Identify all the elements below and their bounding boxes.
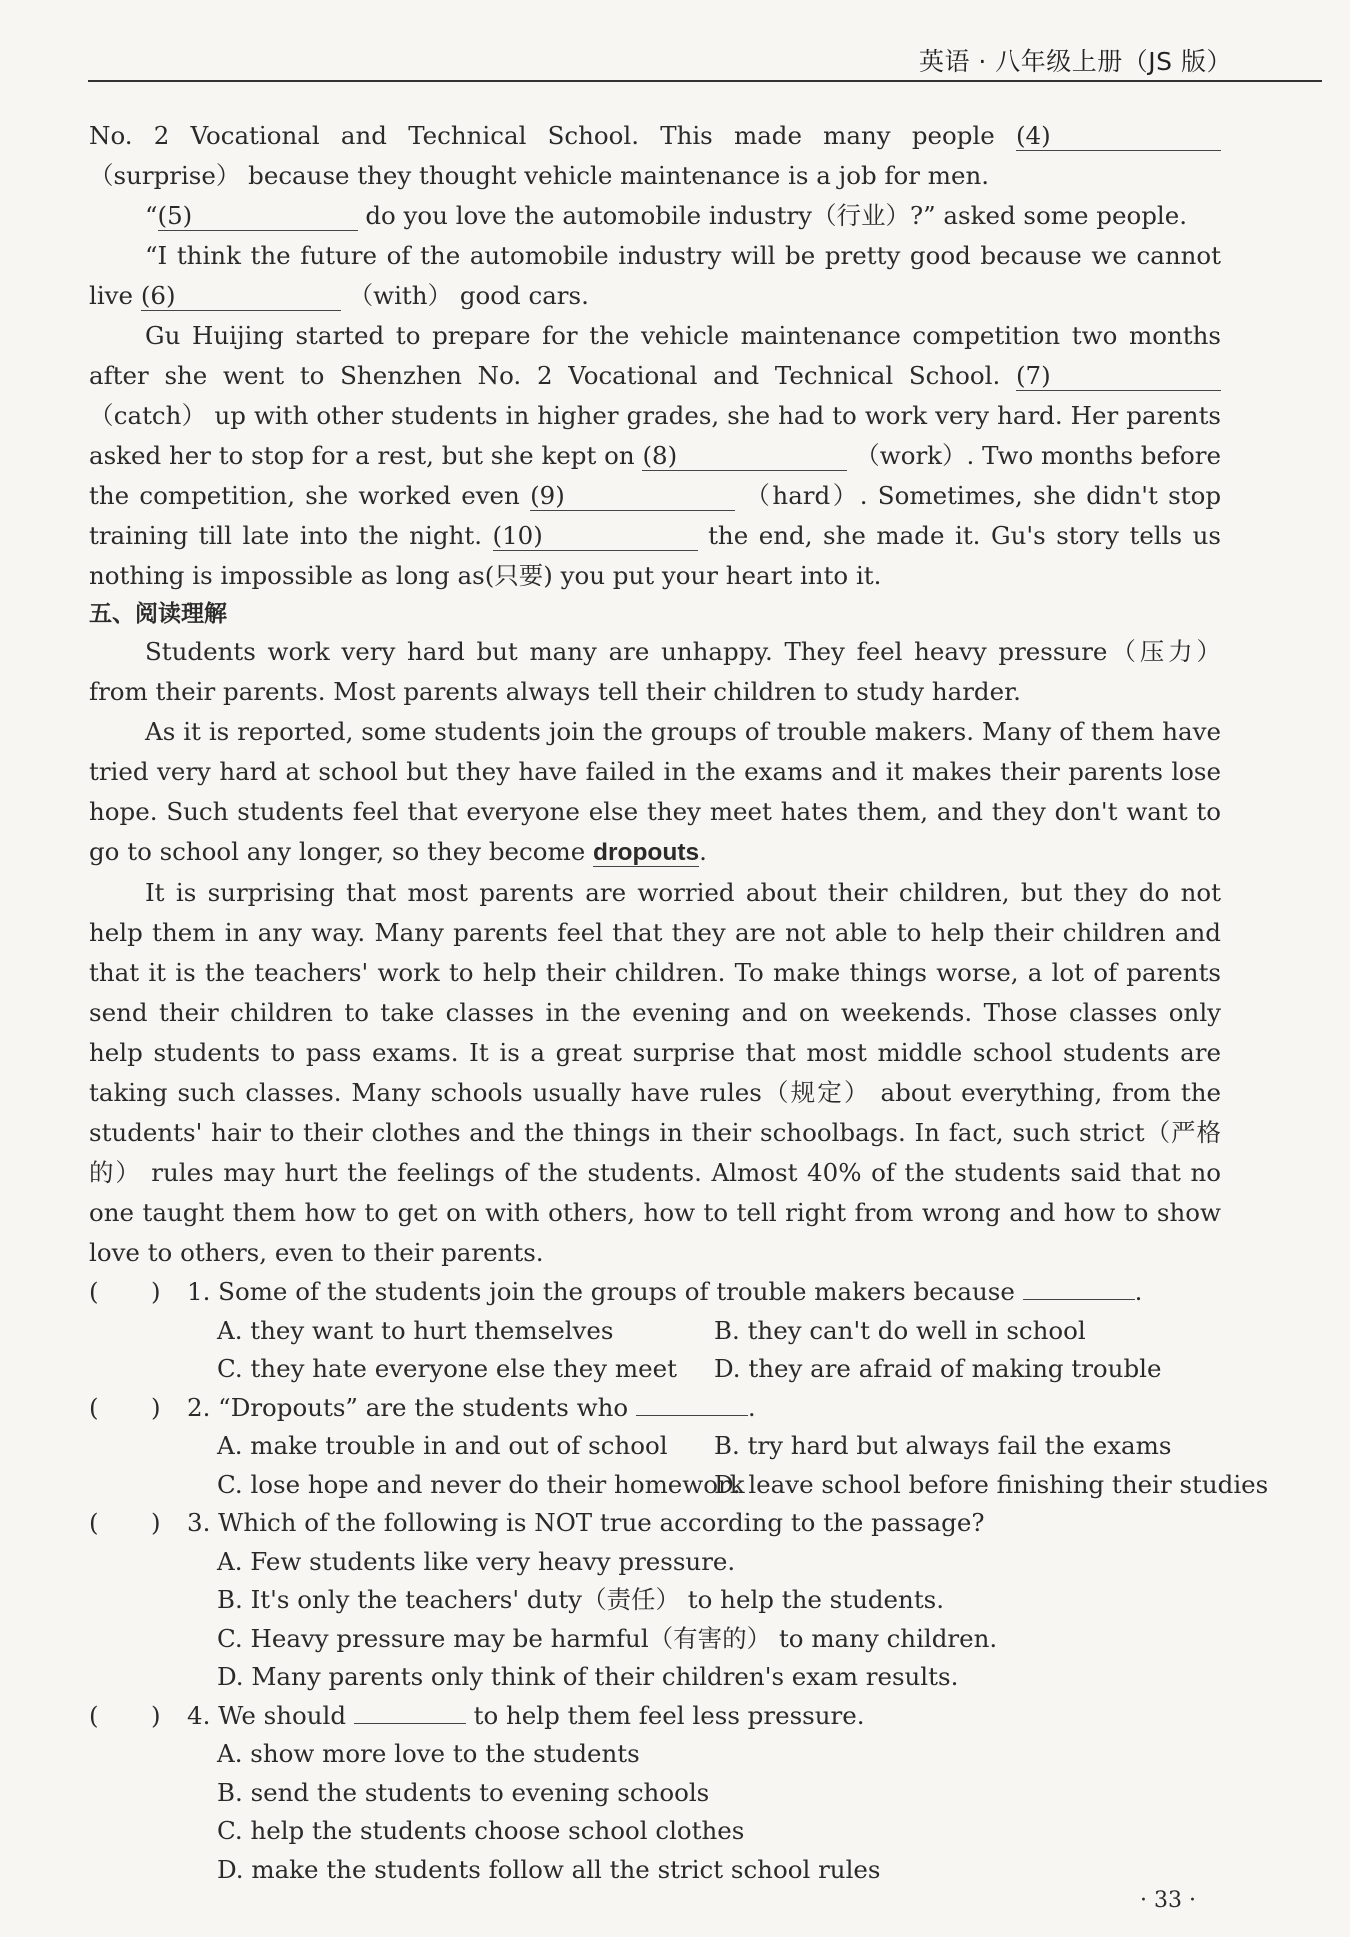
option-a[interactable]: A. make trouble in and out of school	[217, 1431, 668, 1460]
answer-bracket[interactable]: ( )	[89, 1700, 161, 1730]
option-d[interactable]: D. they are afraid of making trouble	[714, 1354, 1162, 1383]
option-c[interactable]: C. Heavy pressure may be harmful（有害的） to many children.	[217, 1623, 998, 1653]
question-blank[interactable]	[636, 1415, 748, 1416]
reading-paragraph-2: As it is reported, some students join the groups of trouble makers. Many of them have tried very hard at school but they have failed in the exams and it makes their parents lose hope. Such students feel that everyone else they meet hates them, and they don't want to go to school any longer, so they become dropouts.	[89, 717, 1221, 866]
answer-bracket[interactable]: ( )	[89, 1392, 161, 1422]
option-d[interactable]: D. Many parents only think of their children's exam results.	[217, 1662, 959, 1691]
reading-paragraph-3: It is surprising that most parents are worried about their children, but they do not help them in any way. Many parents feel that they are not able to help their children and that it is the teachers' work to help their children. To make things worse, a lot of parents send their children to take classes in the evening and on weekends. Those classes only help students to pass exams. It is a great surprise that most middle school students are taking such classes. Many schools usually have rules（规定） about everything, from the students' hair to their clothes and the things in their schoolbags. In fact, such strict（严格的） rules may hurt the feelings of the students. Almost 40% of the students said that no one taught them how to get on with others, how to tell right from wrong and how to show love to others, even to their parents.	[89, 878, 1221, 1267]
answer-blank-4[interactable]: (4)	[1016, 122, 1221, 151]
options-row	[89, 1427, 1221, 1466]
page-content	[89, 116, 1269, 1889]
header-divider	[88, 80, 1322, 82]
page-number: · 33 ·	[1140, 1888, 1196, 1913]
answer-blank-7[interactable]: (7)	[1016, 362, 1221, 391]
cloze-paragraph-4: Gu Huijing started to prepare for the vehicle maintenance competition two months after she went to Shenzhen No. 2 Vocational and Technical School. (7) （catch） up with other students in higher grades, she had to work very hard. Her parents asked her to stop for a rest, but she kept on (8) （work）. Two months before the competition, she worked even (9) （hard）. Sometimes, she didn't stop training till late into the night. (10) the end, she made it. Gu's story tells us nothing is impossible as long as(只要) you put your heart into it.	[89, 321, 1222, 590]
option-a[interactable]: A. Few students like very heavy pressure.	[217, 1546, 736, 1576]
question-stem: 1. Some of the students join the groups of trouble makers because	[187, 1277, 1023, 1306]
question-stem: 2. “Dropouts” are the students who	[187, 1392, 636, 1422]
options-row	[89, 1312, 1221, 1351]
question-stem: 4. We should	[187, 1700, 354, 1730]
keyword-dropouts: dropouts	[593, 839, 700, 866]
option-d[interactable]: D. leave school before finishing their studies	[714, 1469, 1269, 1499]
question-stem: 3. Which of the following is NOT true according to the passage?	[187, 1508, 985, 1537]
answer-blank-6[interactable]: (6)	[141, 282, 341, 311]
option-d[interactable]: D. make the students follow all the strict school rules	[217, 1854, 881, 1884]
question-blank[interactable]	[354, 1723, 466, 1724]
options-row	[89, 1466, 1269, 1505]
answer-blank-8[interactable]: (8)	[642, 442, 847, 471]
option-b[interactable]: B. It's only the teachers' duty（责任） to help the students.	[217, 1585, 945, 1614]
option-a[interactable]: A. they want to hurt themselves	[217, 1315, 614, 1345]
question-2: ( ) 2. “Dropouts” are the students who .	[89, 1389, 1221, 1428]
book-title: 英语 · 八年级上册（JS 版）	[918, 47, 1232, 76]
answer-bracket[interactable]: ( )	[89, 1508, 161, 1537]
question-blank[interactable]	[1023, 1299, 1135, 1300]
answer-blank-10[interactable]: (10)	[493, 522, 698, 551]
option-c[interactable]: C. lose hope and never do their homework	[217, 1469, 745, 1499]
cloze-paragraph-3: “I think the future of the automobile industry will be pretty good because we cannot live (6) （with） good cars.	[89, 241, 1221, 310]
answer-blank-9[interactable]: (9)	[530, 482, 735, 511]
option-b[interactable]: B. they can't do well in school	[714, 1315, 1086, 1345]
answer-blank-5[interactable]: (5)	[158, 202, 358, 231]
option-b[interactable]: B. send the students to evening schools	[217, 1777, 710, 1807]
cloze-paragraph-2: “(5) do you love the automobile industry（行业）?” asked some people.	[145, 201, 1188, 230]
answer-bracket[interactable]: ( )	[89, 1277, 161, 1306]
reading-paragraph-1: Students work very hard but many are unhappy. They feel heavy pressure（压力） from their parents. Most parents always tell their children to study harder.	[89, 637, 1221, 706]
option-c[interactable]: C. they hate everyone else they meet	[217, 1354, 677, 1383]
page-header	[0, 0, 1350, 86]
question-3	[89, 1504, 1221, 1543]
question-1: ( ) 1. Some of the students join the groups of trouble makers because .	[89, 1273, 1221, 1312]
options-row	[89, 1350, 1221, 1389]
cloze-paragraph-1: No. 2 Vocational and Technical School. This made many people (4) （surprise） because they thought vehicle maintenance is a job for men.	[89, 116, 1221, 196]
question-4: ( ) 4. We should to help them feel less pressure.	[89, 1697, 1221, 1736]
option-a[interactable]: A. show more love to the students	[217, 1739, 640, 1768]
section-title-reading: 五、阅读理解	[89, 601, 227, 627]
option-b[interactable]: B. try hard but always fail the exams	[714, 1431, 1172, 1460]
option-c[interactable]: C. help the students choose school clothes	[217, 1816, 745, 1845]
